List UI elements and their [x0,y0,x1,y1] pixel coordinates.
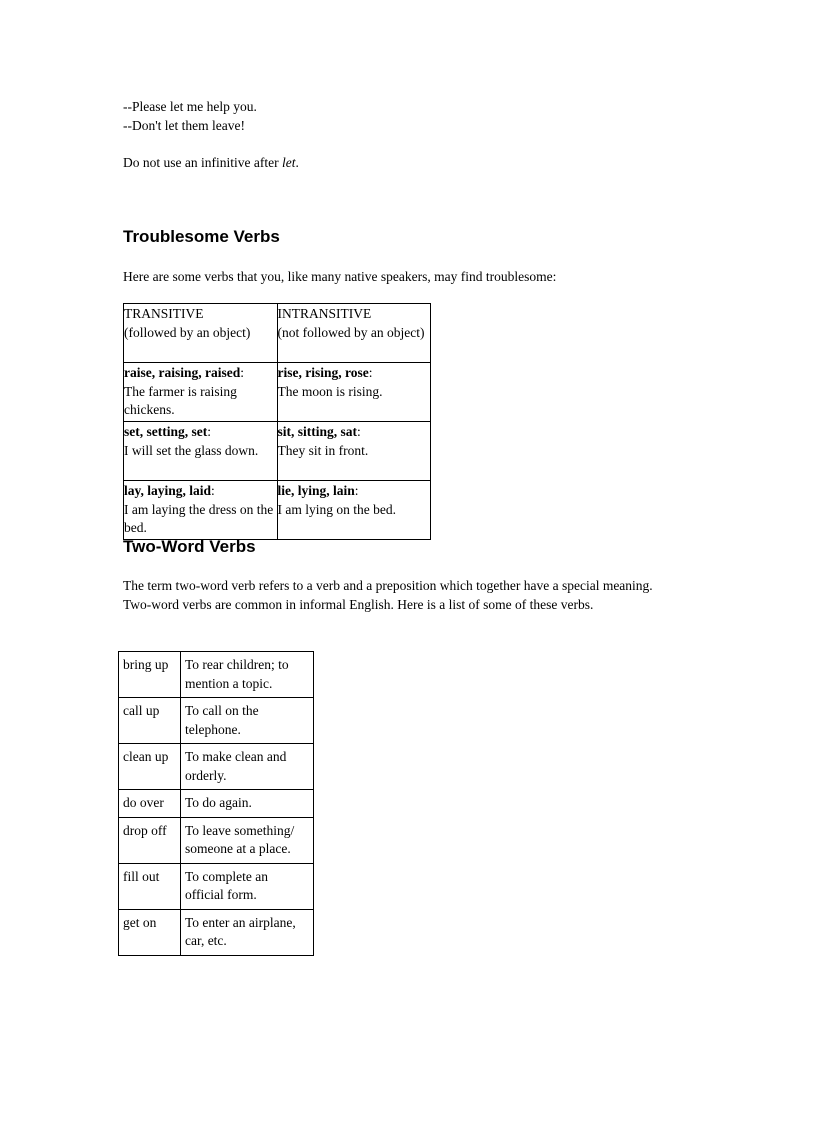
verb-cell: fill out [119,863,181,909]
intransitive-header-cell [277,304,431,363]
example-line-1: --Please let me help you. [123,99,257,114]
transitive-title: TRANSITIVE [124,306,204,321]
meaning-cell: To complete an official form. [181,863,314,909]
table-row [119,652,314,698]
example-sentence: I am laying the dress on the bed. [124,501,274,535]
meaning-cell: To enter an airplane, car, etc. [181,909,314,955]
troublesome-intro: Here are some verbs that you, like many native speakers, may find troublesome: [123,269,557,284]
note-emphasis: let [281,155,296,170]
two-word-verbs-heading: Two-Word Verbs [123,537,256,556]
verb-forms: lay, laying, laid [124,483,212,498]
meaning-cell: To leave something/ someone at a place. [181,817,314,863]
example-line-2: --Don't let them leave! [123,118,246,133]
two-word-intro: The term two-word verb refers to a verb and a preposition which together have a special meaning. Two-word verbs are common in informal English. Here is a list of some of these verbs. [123,578,653,612]
table-row [119,909,314,955]
verb-cell: get on [119,909,181,955]
transitive-cell: lay, laying, laid: I am laying the dress on the bed. [124,481,278,540]
meaning-cell: To rear children; to mention a topic. [181,652,314,698]
example-sentence: I am lying on the bed. [277,501,396,517]
transitive-intransitive-table [123,303,431,540]
example-sentence: The farmer is raising chickens. [124,383,237,417]
table-row [124,481,431,540]
table-row [119,817,314,863]
verb-forms: sit, sitting, sat [277,424,358,439]
intransitive-title: INTRANSITIVE [277,306,372,321]
verb-cell: bring up [119,652,181,698]
verb-cell: do over [119,790,181,818]
transitive-cell: set, setting, set: I will set the glass down. [124,422,278,481]
table-header-row [124,304,431,363]
intransitive-cell: sit, sitting, sat: They sit in front. [277,422,431,481]
verb-cell: clean up [119,744,181,790]
verb-forms: raise, raising, raised [124,365,241,380]
two-word-verbs-table [118,651,314,956]
verb-forms: rise, rising, rose [277,365,369,380]
transitive-header-cell [124,304,278,363]
troublesome-verbs-heading: Troublesome Verbs [123,227,280,246]
table-row [124,422,431,481]
note-end: . [295,155,299,170]
intransitive-cell: rise, rising, rose: The moon is rising. [277,363,431,422]
infinitive-note [123,154,299,172]
meaning-cell: To do again. [181,790,314,818]
verb-cell: drop off [119,817,181,863]
table-row [119,698,314,744]
verb-cell: call up [119,698,181,744]
verb-forms: set, setting, set [124,424,208,439]
verb-forms: lie, lying, lain [277,483,355,498]
table-row [119,744,314,790]
meaning-cell: To call on the telephone. [181,698,314,744]
example-sentence: I will set the glass down. [124,442,259,458]
transitive-subtitle: (followed by an object) [124,324,251,340]
table-row [124,363,431,422]
meaning-cell: To make clean and orderly. [181,744,314,790]
example-sentence: The moon is rising. [277,383,383,399]
intransitive-cell: lie, lying, lain: I am lying on the bed. [277,481,431,540]
note-text: Do not use an infinitive after [123,155,282,170]
intransitive-subtitle: (not followed by an object) [277,324,425,340]
table-row [119,863,314,909]
example-sentence: They sit in front. [277,442,369,458]
transitive-cell: raise, raising, raised: The farmer is raising chickens. [124,363,278,422]
table-row [119,790,314,818]
